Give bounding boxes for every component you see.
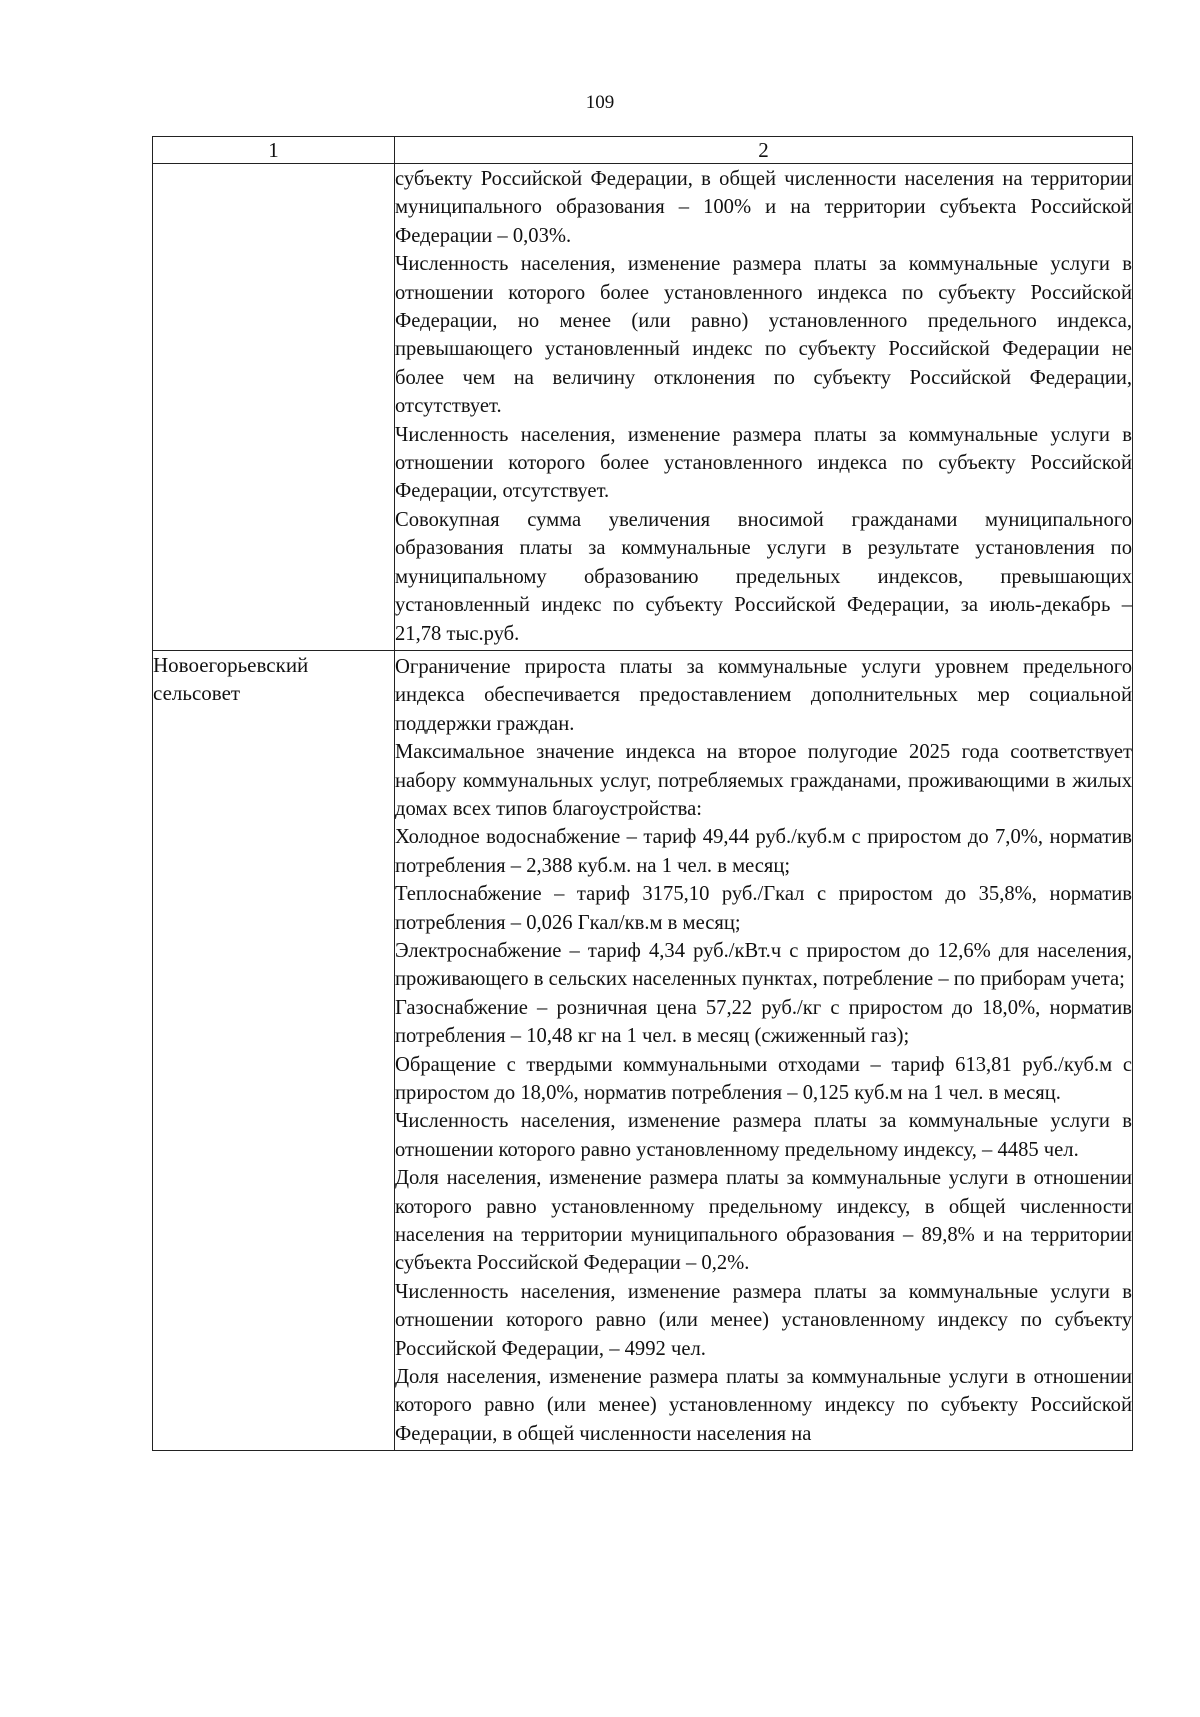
document-table (152, 136, 1133, 1451)
description-cell (395, 164, 1133, 651)
paragraph: Численность населения, изменение размера платы за коммунальные услуги в отношении которого равно (или менее) установленному индексу по субъекту Российской Федерации, – 4992 чел. (395, 1280, 1132, 1360)
table-row (153, 164, 1133, 651)
description-cell (395, 650, 1133, 1450)
column-header-1: 1 (153, 137, 395, 164)
paragraph: Электроснабжение – тариф 4,34 руб./кВт.ч с приростом до 12,6% для населения, проживающего в сельских населенных пунктах, потребление – по приборам учета; (395, 939, 1132, 991)
paragraph: Численность населения, изменение размера платы за коммунальные услуги в отношении которого более установленного индекса по субъекту Российской Федерации, но менее (или равно) установленного предельного индекса, превышающего установленный индекс по субъекту Российской Федерации не более чем на величину отклонения по субъекту Российской Федерации, отсутствует. (395, 253, 1132, 418)
paragraph: Численность населения, изменение размера платы за коммунальные услуги в отношении которого равно установленному предельному индексу, – 4485 чел. (395, 1110, 1132, 1161)
paragraph: Обращение с твердыми коммунальными отходами – тариф 613,81 руб./куб.м с приростом до 18,0%, норматив потребления – 0,125 куб.м на 1 чел. в месяц. (395, 1053, 1132, 1104)
municipality-name-cell (153, 164, 395, 651)
paragraph: Теплоснабжение – тариф 3175,10 руб./Гкал с приростом до 35,8%, норматив потребления – 0,026 Гкал/кв.м в месяц; (395, 883, 1132, 934)
municipality-name-cell: Новоегорьевский сельсовет (153, 650, 395, 1450)
paragraph: Холодное водоснабжение – тариф 49,44 руб./куб.м с приростом до 7,0%, норматив потребления – 2,388 куб.м. на 1 чел. в месяц; (395, 826, 1132, 877)
paragraph: Доля населения, изменение размера платы за коммунальные услуги в отношении которого равно установленному предельному индексу, в общей численности населения на территории муниципального образования – 89,8% и на территории субъекта Российской Федерации – 0,2%. (395, 1167, 1132, 1275)
table-header-row (153, 137, 1133, 164)
column-header-2: 2 (395, 137, 1133, 164)
paragraph: Совокупная сумма увеличения вносимой гражданами муниципального образования платы за коммунальные услуги в результате установления по муниципальному образованию предельных индексов, превышающих установленный индекс по субъекту Российской Федерации, за июль-декабрь – 21,78 тыс.руб. (395, 508, 1132, 645)
paragraph: Газоснабжение – розничная цена 57,22 руб./кг с приростом до 18,0%, норматив потребления – 10,48 кг на 1 чел. в месяц (сжиженный газ); (395, 996, 1132, 1048)
page-number: 109 (585, 92, 615, 113)
paragraph: Численность населения, изменение размера платы за коммунальные услуги в отношении которого более установленного индекса по субъекту Российской Федерации, отсутствует. (395, 423, 1132, 503)
paragraph: Максимальное значение индекса на второе полугодие 2025 года соответствует набору коммунальных услуг, потребляемых гражданами, проживающими в жилых домах всех типов благоустройства: (395, 741, 1132, 820)
paragraph: Доля населения, изменение размера платы за коммунальные услуги в отношении которого равно (или менее) установленному индексу по субъекту Российской Федерации, в общей численности населения на (395, 1366, 1132, 1445)
paragraph: Ограничение прироста платы за коммунальные услуги уровнем предельного индекса обеспечивается предоставлением дополнительных мер социальной поддержки граждан. (395, 655, 1132, 735)
table-row (153, 650, 1133, 1450)
paragraph: субъекту Российской Федерации, в общей численности населения на территории муниципального образования – 100% и на территории субъекта Российской Федерации – 0,03%. (395, 168, 1132, 247)
